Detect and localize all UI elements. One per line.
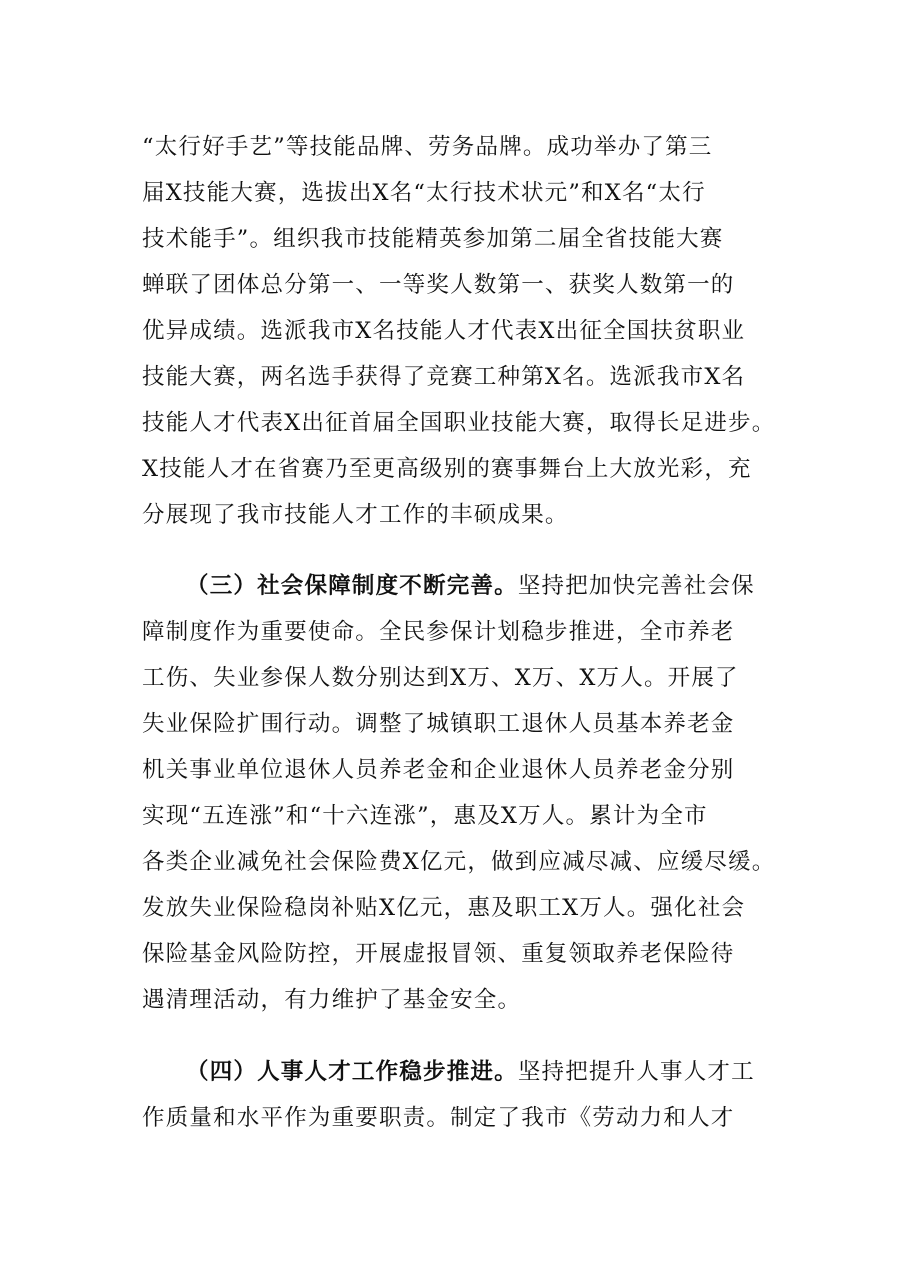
text-span: 坚持把加快完善社会保 [517, 573, 755, 599]
text-line: 技能人才代表X出征首届全国职业技能大赛，取得长足进步。 [142, 410, 776, 436]
paragraph-social-security [142, 563, 792, 1023]
text-line: 工伤、失业参保人数分别达到X万、X万、X万人。开展了 [142, 665, 739, 691]
text-line: 技能大赛，两名选手获得了竞赛工种第X名。选派我市X名 [142, 364, 746, 390]
text-line: 遇清理活动，有力维护了基金安全。 [142, 987, 522, 1013]
paragraph-first-line [142, 563, 792, 609]
section-heading-3: （三）社会保障制度不断完善。 [186, 573, 518, 599]
text-line: 发放失业保险稳岗补贴X亿元，惠及职工X万人。强化社会 [142, 895, 746, 921]
text-line: 蝉联了团体总分第一、一等奖人数第一、获奖人数第一的 [142, 272, 735, 298]
text-line: 障制度作为重要使命。全民参保计划稳步推进，全市养老 [142, 619, 735, 645]
text-line: 届X技能大赛，选拔出X名“太行技术状元”和X名“太行 [142, 180, 706, 206]
section-heading-4: （四）人事人才工作稳步推进。 [186, 1059, 518, 1085]
text-line: “太行好手艺”等技能品牌、劳务品牌。成功举办了第三 [142, 134, 713, 160]
text-line: X技能人才在省赛乃至更高级别的赛事舞台上大放光彩，充 [142, 456, 752, 482]
text-line: 技术能手”。组织我市技能精英参加第二届全省技能大赛 [142, 226, 724, 252]
paragraph-skills-brands [142, 124, 792, 538]
text-line: 优异成绩。选派我市X名技能人才代表X出征全国扶贫职业 [142, 318, 746, 344]
text-line: 保险基金风险防控，开展虚报冒领、重复领取养老保险待 [142, 941, 735, 967]
text-line: 失业保险扩围行动。调整了城镇职工退休人员基本养老金 [142, 711, 735, 737]
paragraph-first-line [142, 1049, 792, 1095]
text-line: 各类企业减免社会保险费X亿元，做到应减尽减、应缓尽缓。 [142, 849, 776, 875]
text-span: 坚持把提升人事人才工 [517, 1059, 755, 1085]
text-line: 实现“五连涨”和“十六连涨”，惠及X万人。累计为全市 [142, 803, 708, 829]
text-line: 机关事业单位退休人员养老金和企业退休人员养老金分别 [142, 757, 735, 783]
text-line: 作质量和水平作为重要职责。制定了我市《劳动力和人才 [142, 1105, 735, 1131]
paragraph-personnel-talent [142, 1049, 792, 1141]
text-line: 分展现了我市技能人才工作的丰硕成果。 [142, 502, 569, 528]
